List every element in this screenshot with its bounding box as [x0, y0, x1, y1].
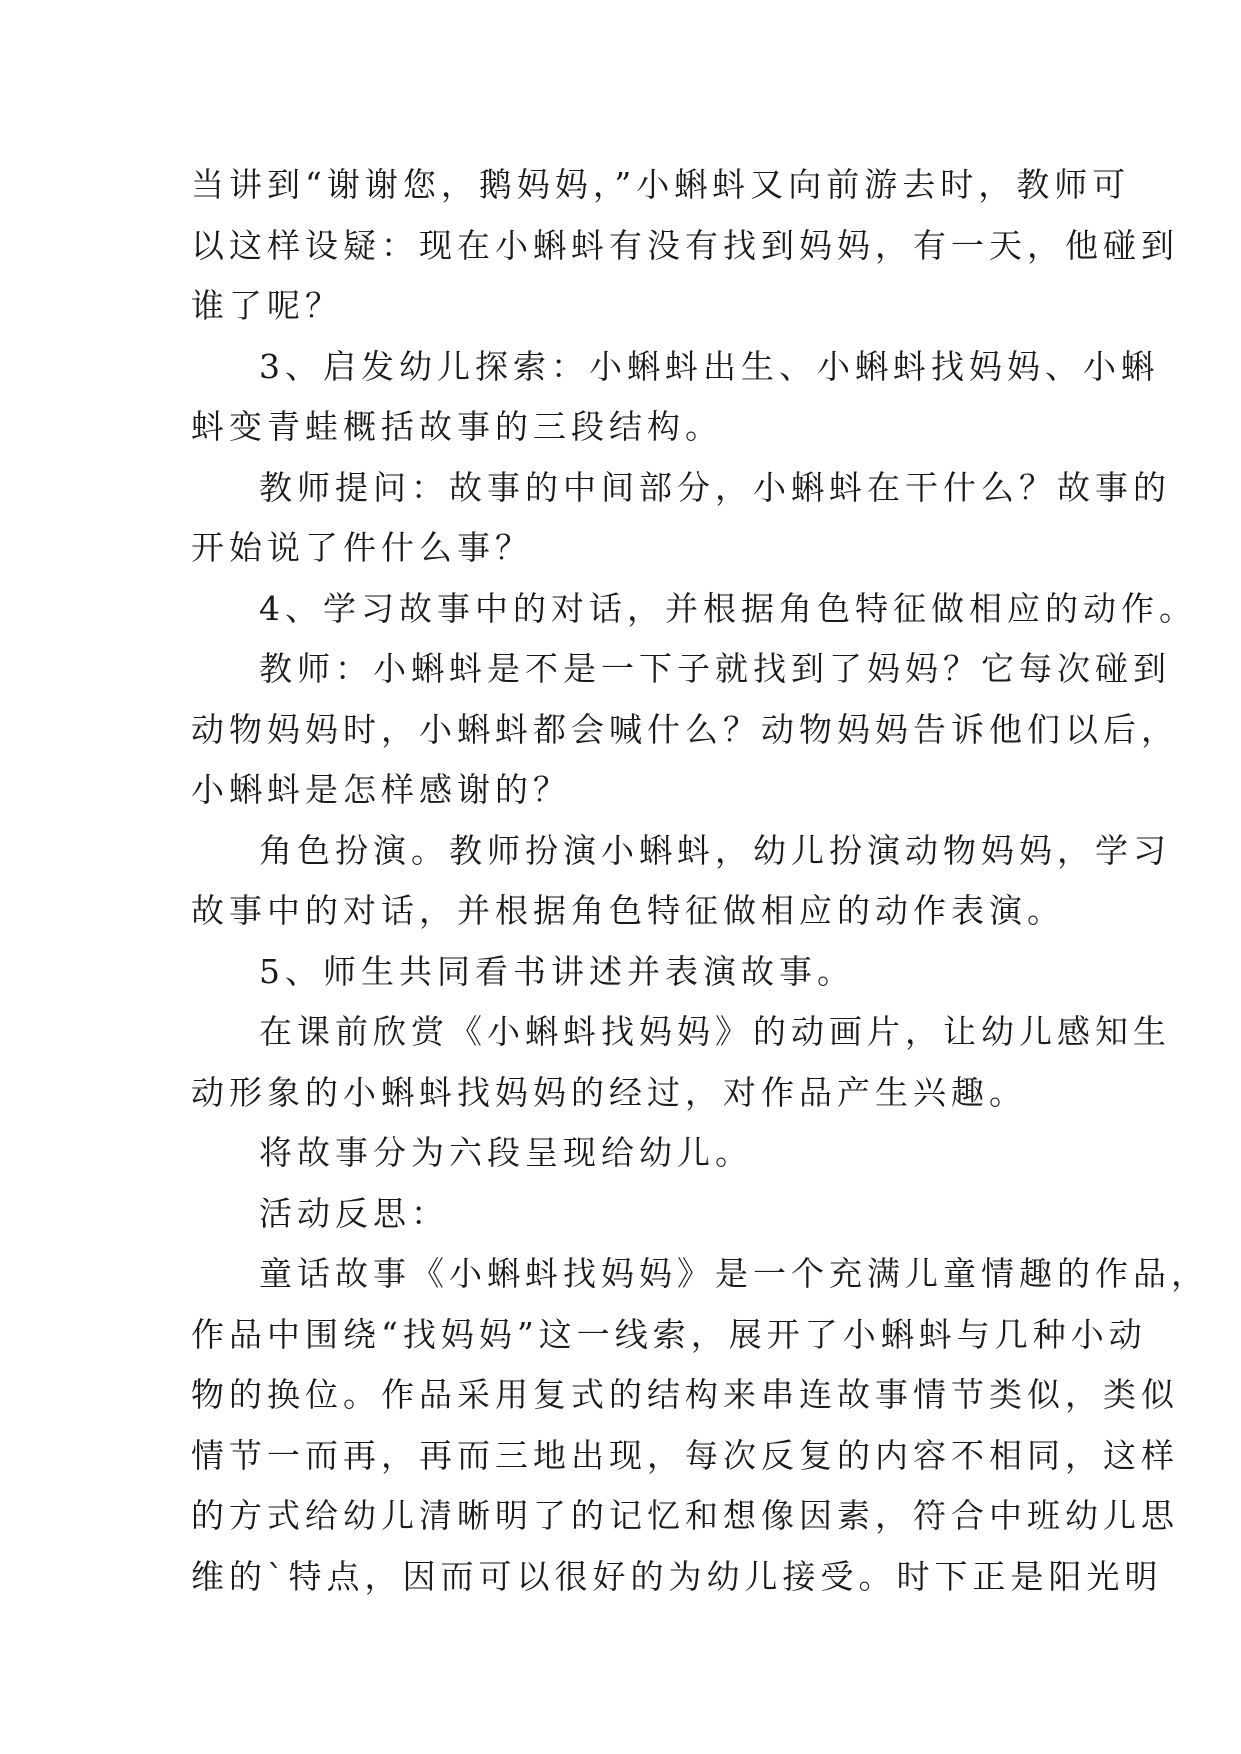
- text-line: 将故事分为六段呈现给幼儿。: [259, 1133, 753, 1172]
- text-line: 角色扮演。教师扮演小蝌蚪，幼儿扮演动物妈妈，学习: [259, 830, 1171, 870]
- text-line: 维的`特点，因而可以很好的为幼儿接受。时下正是阳光明: [191, 1556, 1163, 1596]
- text-line: 谁了呢？: [191, 286, 343, 325]
- text-line: 开始说了件什么事？: [191, 528, 533, 567]
- text-line: 5、师生共同看书讲述并表演故事。: [259, 951, 855, 991]
- text-line: 在课前欣赏《小蝌蚪找妈妈》的动画片，让幼儿感知生: [259, 1012, 1171, 1051]
- text-line: 以这样设疑：现在小蝌蚪有没有找到妈妈，有一天，他碰到: [191, 225, 1179, 265]
- text-line: 教师提问：故事的中间部分，小蝌蚪在干什么？故事的: [259, 467, 1171, 507]
- text-line: 故事中的对话，并根据角色特征做相应的动作表演。: [191, 891, 1065, 930]
- text-line: 动物妈妈时，小蝌蚪都会喊什么？动物妈妈告诉他们以后，: [191, 709, 1179, 749]
- text-line: 蚪变青蛙概括故事的三段结构。: [191, 407, 723, 446]
- text-line: 教师：小蝌蚪是不是一下子就找到了妈妈？它每次碰到: [259, 649, 1171, 688]
- text-line: 情节一而再，再而三地出现，每次反复的内容不相同，这样: [191, 1435, 1179, 1475]
- text-line: 的方式给幼儿清晰明了的记忆和想像因素，符合中班幼儿思: [191, 1496, 1179, 1535]
- text-line: 动形象的小蝌蚪找妈妈的经过，对作品产生兴趣。: [191, 1072, 1027, 1112]
- text-line: 小蝌蚪是怎样感谢的？: [191, 770, 571, 809]
- text-line: 3、启发幼儿探索：小蝌蚪出生、小蝌蚪找妈妈、小蝌: [259, 346, 1159, 386]
- text-line: 童话故事《小蝌蚪找妈妈》是一个充满儿童情趣的作品，: [259, 1254, 1209, 1293]
- text-line: 物的换位。作品采用复式的结构来串连故事情节类似，类似: [191, 1375, 1179, 1414]
- text-line: 当讲到“谢谢您，鹅妈妈，”小蝌蚪又向前游去时，教师可: [191, 165, 1131, 204]
- text-line: 活动反思：: [259, 1193, 449, 1233]
- body-text: [191, 155, 1209, 1607]
- text-line: 4、学习故事中的对话，并根据角色特征做相应的动作。: [259, 588, 1197, 628]
- text-line: 作品中围绕“找妈妈”这一线索，展开了小蝌蚪与几种小动: [191, 1314, 1147, 1354]
